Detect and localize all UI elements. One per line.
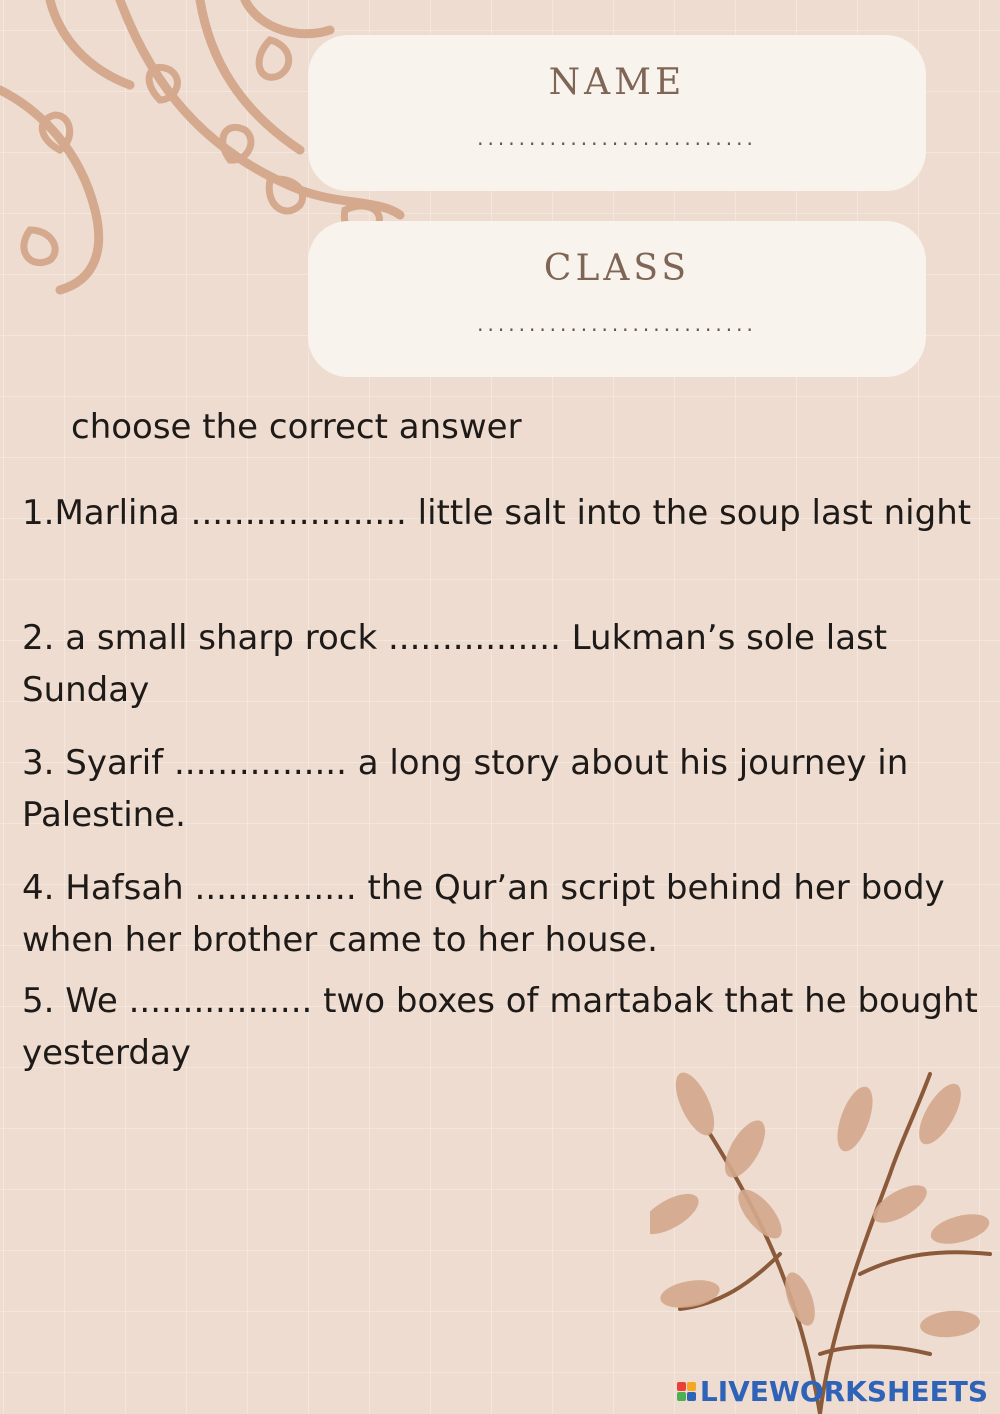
- name-label: NAME: [548, 62, 686, 103]
- question-4: 4. Hafsah ............... the Qur’an script behind her body when her brother came to her house.: [22, 868, 945, 960]
- question-1-text: Marlina .................... little salt into the soup last night: [54, 493, 972, 533]
- question-1-number: 1.: [22, 493, 55, 533]
- leaf-branch-decoration: [650, 1054, 1000, 1414]
- watermark-text: LIVEWORKSHEETS: [699, 1375, 988, 1408]
- liveworksheets-watermark: [677, 1375, 988, 1408]
- instruction-text: choose the correct answer: [71, 407, 522, 447]
- name-blank[interactable]: ...........................: [477, 126, 757, 150]
- name-field-box: [308, 35, 926, 191]
- question-5: 5. We ................. two boxes of martabak that he bought yesterday: [22, 981, 978, 1073]
- question-3: 3. Syarif ................ a long story about his journey in Palestine.: [22, 743, 909, 835]
- question-2: 2. a small sharp rock ................ Lukman’s sole last Sunday: [22, 618, 888, 710]
- liveworksheets-logo-icon: [677, 1382, 696, 1401]
- class-label: CLASS: [543, 248, 691, 289]
- class-field-box: [308, 221, 926, 377]
- class-blank[interactable]: ...........................: [477, 312, 757, 336]
- question-1: [22, 487, 982, 539]
